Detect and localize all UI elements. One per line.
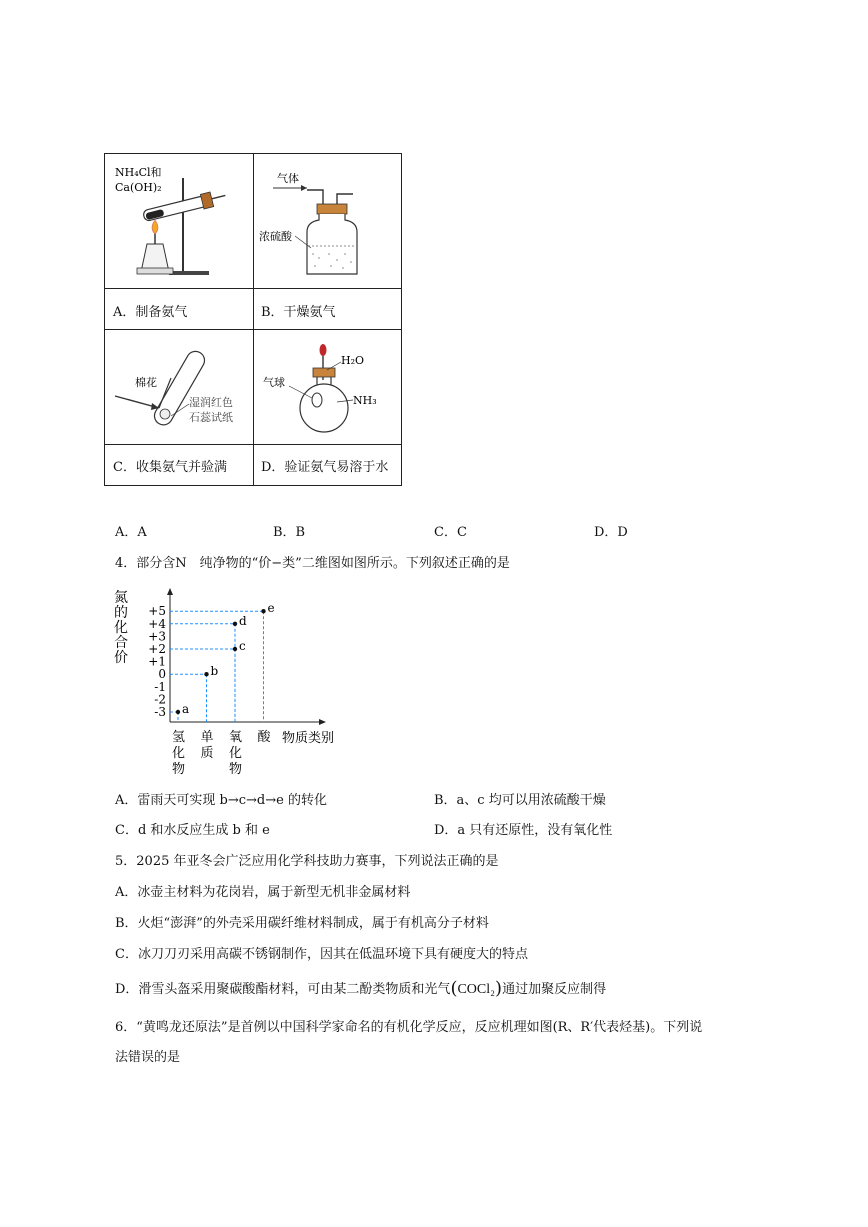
y-axis-arrow bbox=[167, 588, 173, 595]
paren-close: ) bbox=[495, 978, 503, 999]
cell-caption-a: A．制备氨气 bbox=[113, 305, 188, 320]
y-tick-label: 0 bbox=[158, 667, 166, 682]
q4-stem: 4．部分含N 纯净物的“价−类”二维图如图所示。下列叙述正确的是 bbox=[115, 556, 510, 571]
y-axis-label-char: 价 bbox=[114, 650, 128, 666]
x-category-label: 氧 bbox=[229, 730, 243, 745]
q4-option-d[interactable]: D．a 只有还原性，没有氧化性 bbox=[434, 823, 613, 838]
data-point bbox=[233, 622, 237, 626]
apparatus-label: 石蕊试纸 bbox=[189, 411, 233, 424]
apparatus-label: 气体 bbox=[277, 172, 299, 185]
q4-option-b[interactable]: B．a、c 均可以用浓硫酸干燥 bbox=[434, 793, 606, 808]
q3-option-b[interactable]: B．B bbox=[273, 525, 306, 540]
y-tick-label: +4 bbox=[148, 616, 166, 631]
phosgene-formula: COCl₂ bbox=[457, 982, 496, 997]
x-category-label: 单 bbox=[200, 730, 214, 745]
q6-stem-line1: 6．“黄鸣龙还原法”是首例以中国科学家命名的有机化学反应，反应机理如图(R、R′代表烃基)。下列说 bbox=[115, 1020, 703, 1035]
q4-option-a[interactable]: A．雷雨天可实现 b→c→d→e 的转化 bbox=[115, 793, 327, 808]
y-tick-label: +5 bbox=[148, 604, 166, 619]
data-point-label: a bbox=[182, 702, 190, 716]
q5-option-d-text: D．滑雪头盔采用聚碳酸酯材料，可由某二酚类物质和光气 bbox=[115, 982, 451, 997]
x-axis-label: 物质类别 bbox=[282, 731, 335, 746]
y-tick-label: +1 bbox=[148, 654, 166, 669]
q3-option-a[interactable]: A．A bbox=[115, 525, 147, 540]
apparatus-table bbox=[104, 153, 402, 486]
q5-option-d-tail: 通过加聚反应制得 bbox=[502, 982, 607, 997]
data-point bbox=[176, 710, 180, 714]
y-tick-label: -2 bbox=[154, 692, 166, 707]
q5-stem: 5．2025 年亚冬会广泛应用化学科技助力赛事，下列说法正确的是 bbox=[115, 854, 499, 869]
data-point-label: e bbox=[267, 601, 275, 616]
y-axis-label bbox=[114, 590, 128, 666]
apparatus-label: Ca(OH)₂ bbox=[115, 181, 162, 194]
table-divider-vertical bbox=[253, 154, 254, 485]
apparatus-label: NH₄Cl和 bbox=[115, 166, 162, 179]
x-category-label: 物 bbox=[229, 762, 243, 777]
y-axis-label-char: 的 bbox=[114, 605, 128, 621]
valence-class-chart bbox=[110, 584, 350, 780]
x-category-label: 酸 bbox=[257, 730, 271, 745]
apparatus-label: NH₃ bbox=[353, 394, 377, 407]
q4-option-c[interactable]: C．d 和水反应生成 b 和 e bbox=[115, 823, 270, 838]
q5-option-c[interactable]: C．冰刀刀刃采用高碳不锈钢制作，因其在低温环境下具有硬度大的特点 bbox=[115, 947, 528, 962]
y-tick-label: +3 bbox=[148, 629, 166, 644]
apparatus-label: 气球 bbox=[263, 376, 285, 389]
table-divider bbox=[105, 288, 401, 289]
data-point bbox=[204, 672, 208, 676]
apparatus-label: 湿润红色 bbox=[189, 396, 233, 409]
data-point bbox=[261, 609, 265, 613]
cell-caption-b: B．干燥氨气 bbox=[261, 305, 336, 320]
apparatus-label: 棉花 bbox=[135, 376, 157, 389]
apparatus-label: 浓硫酸 bbox=[259, 230, 292, 243]
cell-caption-d: D．验证氨气易溶于水 bbox=[261, 460, 389, 475]
x-axis-arrow bbox=[319, 719, 326, 725]
y-axis-label-char: 氮 bbox=[114, 590, 128, 606]
data-point bbox=[233, 647, 237, 651]
y-tick-label: +2 bbox=[148, 642, 166, 656]
table-divider bbox=[105, 444, 401, 445]
x-category-label: 氢 bbox=[172, 730, 186, 745]
y-axis-label-char: 合 bbox=[114, 635, 128, 651]
ammonia-prep-apparatus bbox=[109, 160, 249, 284]
y-tick-label: -1 bbox=[154, 679, 166, 694]
q3-option-c[interactable]: C．C bbox=[434, 525, 467, 540]
paren-open: ( bbox=[450, 978, 458, 999]
q5-option-d[interactable] bbox=[115, 978, 607, 999]
apparatus-label: H₂O bbox=[341, 354, 365, 367]
x-category-label: 化 bbox=[172, 746, 186, 761]
table-divider bbox=[105, 329, 401, 330]
fountain-flask-apparatus bbox=[257, 334, 397, 440]
data-point-label: b bbox=[210, 664, 219, 679]
q3-option-d[interactable]: D．D bbox=[594, 525, 628, 540]
data-point-label: d bbox=[239, 613, 247, 628]
collection-apparatus bbox=[109, 334, 249, 440]
data-point-label: c bbox=[239, 639, 246, 653]
q6-stem-line2: 法错误的是 bbox=[115, 1050, 181, 1065]
x-category-label: 化 bbox=[229, 746, 243, 761]
q5-option-a[interactable]: A．冰壶主材料为花岗岩，属于新型无机非金属材料 bbox=[115, 885, 411, 900]
y-axis-label-char: 化 bbox=[114, 620, 128, 636]
x-category-label: 质 bbox=[200, 746, 214, 761]
y-tick-label: -3 bbox=[154, 705, 166, 719]
q5-option-b[interactable]: B．火炬“澎湃”的外壳采用碳纤维材料制成，属于有机高分子材料 bbox=[115, 916, 489, 931]
x-category-label: 物 bbox=[172, 762, 186, 777]
drying-bottle-apparatus bbox=[257, 162, 397, 284]
cell-caption-c: C．收集氨气并验满 bbox=[113, 460, 227, 475]
